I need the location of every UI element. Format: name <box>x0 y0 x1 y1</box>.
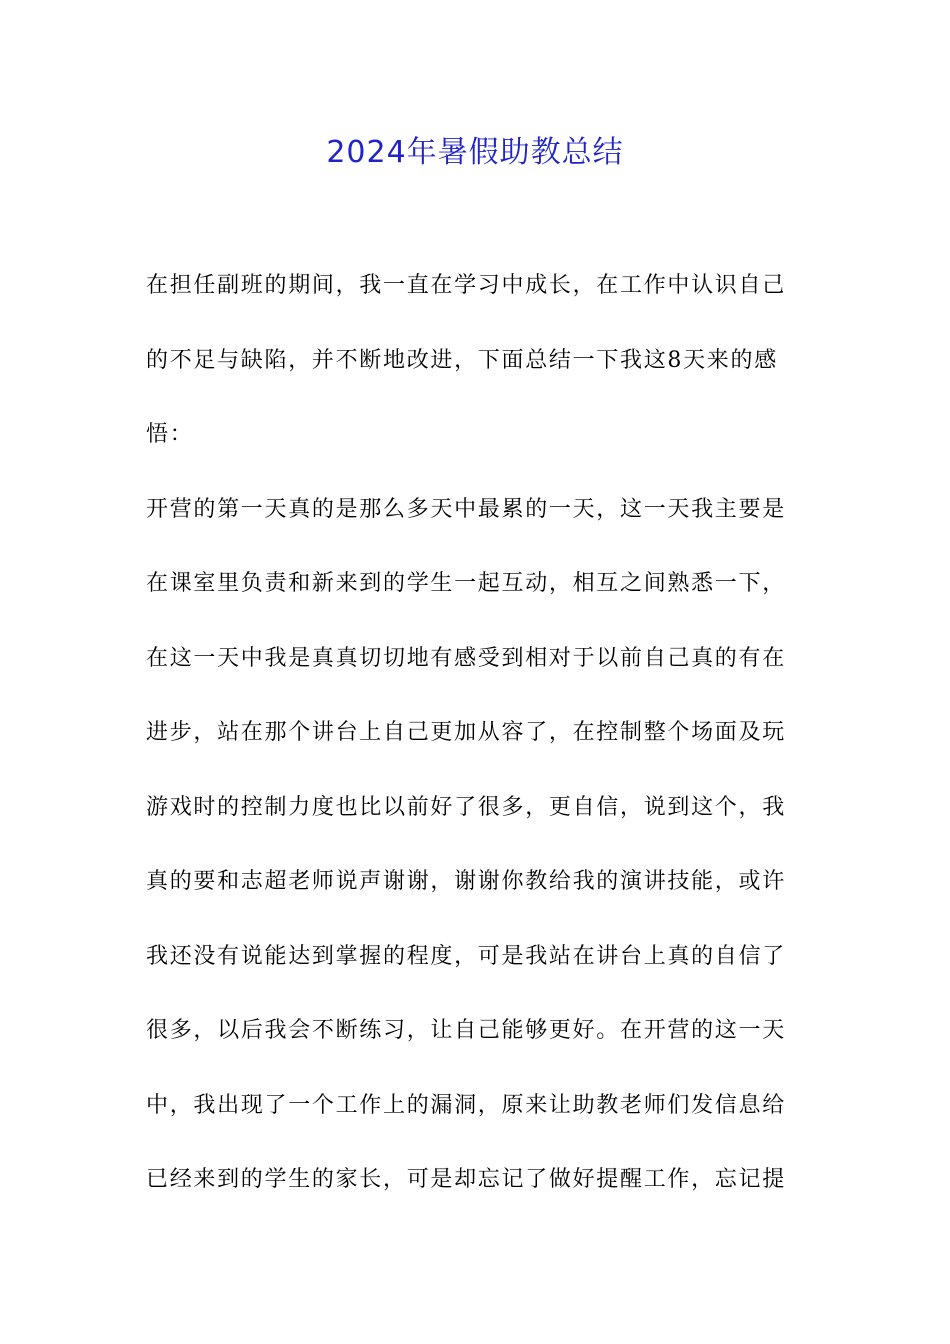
body-line: 的不足与缺陷，并不断地改进，下面总结一下我这8天来的感 <box>146 347 778 373</box>
body-line: 在这一天中我是真真切切地有感受到相对于以前自己真的有在 <box>146 645 786 671</box>
body-line: 中，我出现了一个工作上的漏洞，原来让助教老师们发信息给 <box>146 1092 786 1118</box>
body-line: 我还没有说能达到掌握的程度，可是我站在讲台上真的自信了 <box>146 943 786 969</box>
body-line: 在课室里负责和新来到的学生一起互动，相互之间熟悉一下， <box>146 571 786 596</box>
body-line: 开营的第一天真的是那么多天中最累的一天，这一天我主要是 <box>146 496 786 522</box>
body-line: 进步，站在那个讲台上自己更加从容了，在控制整个场面及玩 <box>146 720 786 745</box>
body-line: 游戏时的控制力度也比以前好了很多，更自信，说到这个，我 <box>146 794 786 820</box>
body-line: 很多，以后我会不断练习，让自己能够更好。在开营的这一天 <box>146 1018 786 1043</box>
document-title: 2024年暑假助教总结 <box>326 135 624 170</box>
body-line: 在担任副班的期间，我一直在学习中成长，在工作中认识自己 <box>146 273 786 298</box>
body-line: 悟： <box>146 422 194 447</box>
document-body <box>146 264 806 1233</box>
body-line: 已经来到的学生的家长，可是却忘记了做好提醒工作，忘记提 <box>146 1167 786 1192</box>
body-line: 真的要和志超老师说声谢谢，谢谢你教给我的演讲技能，或许 <box>146 869 786 894</box>
